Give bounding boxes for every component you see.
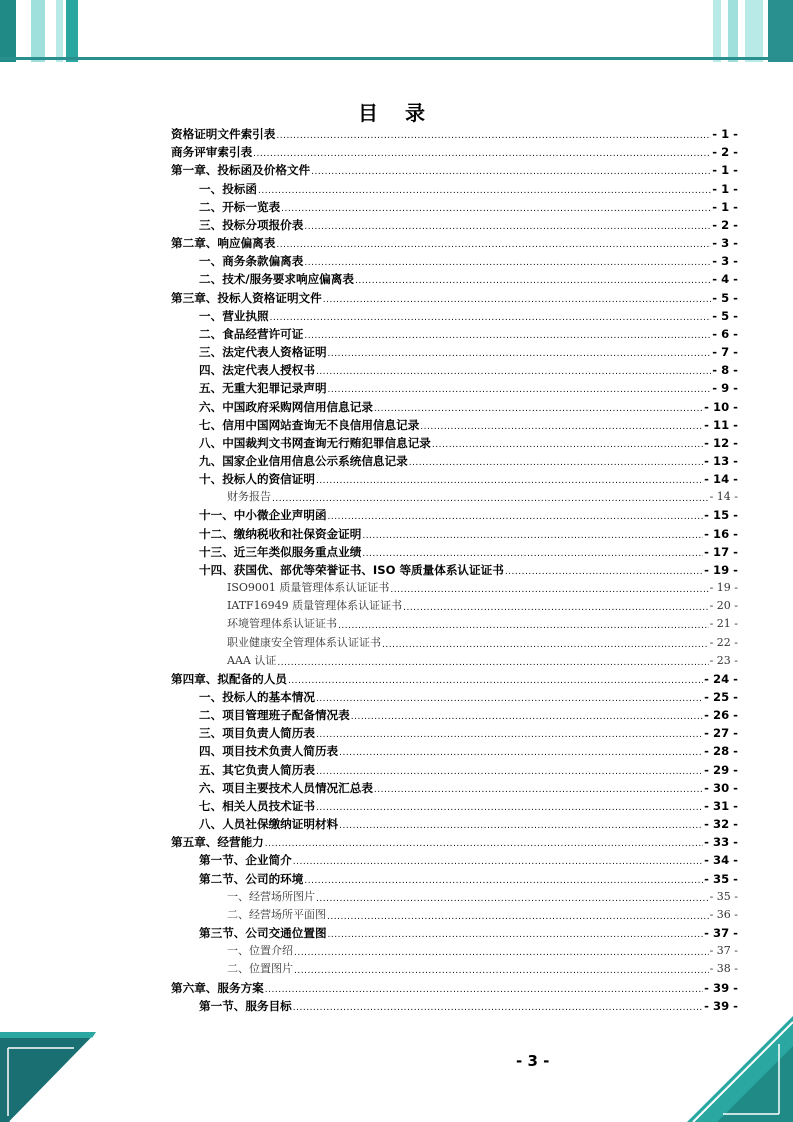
toc-entry[interactable] <box>171 307 738 325</box>
toc-leader-dots <box>432 438 703 452</box>
toc-entry[interactable] <box>171 706 738 724</box>
toc-entry-page: - 8 - <box>712 363 738 378</box>
toc-entry-page: - 16 - <box>704 526 738 541</box>
toc-leader-dots <box>304 329 711 343</box>
toc-entry-page: - 24 - <box>704 671 738 686</box>
toc-entry[interactable] <box>171 125 738 143</box>
toc-leader-dots <box>276 238 711 252</box>
toc-entry[interactable] <box>171 760 738 778</box>
toc-leader-dots <box>304 874 703 888</box>
toc-entry-title: 商务评审索引表 <box>171 145 253 160</box>
toc-entry-page: - 5 - <box>712 308 738 323</box>
toc-title: 目 录 <box>358 101 435 125</box>
toc-entry-page: - 3 - <box>712 236 738 251</box>
toc-entry-title: 五、其它负责人简历表 <box>199 762 315 777</box>
toc-entry-page: - 20 - <box>709 599 738 613</box>
toc-entry-page: - 2 - <box>712 217 738 232</box>
toc-entry[interactable] <box>171 143 738 161</box>
toc-leader-dots <box>351 710 703 724</box>
toc-leader-dots <box>304 220 711 234</box>
toc-entry-title: 二、技术/服务要求响应偏离表 <box>199 272 354 287</box>
toc-entry-title: 一、投标函 <box>199 181 257 196</box>
toc-entry-page: - 12 - <box>704 435 738 450</box>
toc-entry-page: - 14 - <box>709 490 738 504</box>
toc-entry-title: 二、项目管理班子配备情况表 <box>199 708 350 723</box>
toc-entry-title: 七、信用中国网站查询无不良信用信息记录 <box>199 417 420 432</box>
toc-entry-page: - 1 - <box>712 181 738 196</box>
toc-entry[interactable] <box>171 361 738 379</box>
toc-leader-dots <box>382 638 709 652</box>
toc-leader-dots <box>294 964 709 978</box>
toc-entry[interactable] <box>171 543 738 561</box>
toc-leader-dots <box>304 256 711 270</box>
page-number: - 3 - <box>516 1052 550 1070</box>
toc-leader-dots <box>328 383 712 397</box>
toc-entry-page: - 14 - <box>704 472 738 487</box>
toc-leader-dots <box>265 837 703 851</box>
toc-entry-page: - 5 - <box>712 290 738 305</box>
toc-entry[interactable] <box>171 597 738 615</box>
toc-leader-dots <box>374 402 703 416</box>
toc-entry-title: 九、国家企业信用信息公示系统信息记录 <box>199 453 408 468</box>
toc-entry-page: - 1 - <box>712 163 738 178</box>
toc-entry[interactable] <box>171 579 738 597</box>
footer-decoration-left <box>0 1028 96 1122</box>
toc-entry-title: 八、人员社保缴纳证明材料 <box>199 817 339 832</box>
toc-entry-page: - 33 - <box>704 835 738 850</box>
toc-entry[interactable] <box>171 434 738 452</box>
toc-leader-dots <box>328 347 712 361</box>
toc-leader-dots <box>316 692 703 706</box>
header-bar-right-dark <box>768 0 793 62</box>
toc-entry[interactable] <box>171 288 738 306</box>
toc-entry-page: - 35 - <box>709 889 738 903</box>
toc-entry-title: 第三节、公司交通位置图 <box>199 926 327 941</box>
toc-leader-dots <box>355 274 711 288</box>
toc-entry-page: - 35 - <box>704 871 738 886</box>
toc-entry-page: - 30 - <box>704 780 738 795</box>
toc-entry[interactable] <box>171 633 738 651</box>
toc-entry-title: 三、项目负责人简历表 <box>199 726 315 741</box>
toc-entry-page: - 27 - <box>704 726 738 741</box>
toc-leader-dots <box>294 946 709 960</box>
toc-entry-page: - 22 - <box>709 635 738 649</box>
toc-entry-page: - 10 - <box>704 399 738 414</box>
toc-entry-title: 第一章、投标函及价格文件 <box>171 163 311 178</box>
toc-entry-page: - 13 - <box>704 453 738 468</box>
toc-leader-dots <box>409 456 703 470</box>
toc-entry[interactable] <box>171 960 738 978</box>
toc-entry[interactable] <box>171 198 738 216</box>
toc-entry-page: - 11 - <box>704 417 738 432</box>
header-bar-left-dark <box>0 0 16 62</box>
toc-leader-dots <box>276 129 711 143</box>
toc-leader-dots <box>270 311 712 325</box>
toc-entry-page: - 6 - <box>712 326 738 341</box>
toc-entry-page: - 2 - <box>712 145 738 160</box>
toc-entry-title: 一、营业执照 <box>199 308 269 323</box>
toc-entry[interactable] <box>171 615 738 633</box>
toc-entry-title: 一、投标人的基本情况 <box>199 690 315 704</box>
toc-leader-dots <box>362 529 703 543</box>
toc-entry[interactable] <box>171 997 738 1015</box>
toc-entry[interactable] <box>171 978 738 996</box>
toc-entry[interactable] <box>171 724 738 742</box>
toc-leader-dots <box>338 619 709 633</box>
header-bar-right-light <box>728 0 738 62</box>
toc-entry-title: 第三章、投标人资格证明文件 <box>171 290 322 305</box>
toc-entry-title: 职业健康安全管理体系认证证书 <box>227 635 381 649</box>
table-of-contents <box>171 125 738 1015</box>
header-bar-left-dark <box>66 0 78 62</box>
toc-leader-dots <box>420 420 703 434</box>
header-bar-left-light <box>56 0 63 62</box>
toc-entry[interactable] <box>171 833 738 851</box>
toc-entry-page: - 25 - <box>704 690 738 704</box>
toc-entry[interactable] <box>171 379 738 397</box>
toc-entry-page: - 37 - <box>709 944 738 958</box>
toc-entry-page: - 15 - <box>704 508 738 523</box>
toc-entry-page: - 19 - <box>704 562 738 577</box>
toc-entry-page: - 1 - <box>712 199 738 214</box>
toc-entry[interactable] <box>171 652 738 670</box>
toc-leader-dots <box>281 202 711 216</box>
toc-entry-title: 六、项目主要技术人员情况汇总表 <box>199 780 373 795</box>
toc-entry-title: 六、中国政府采购网信用信息记录 <box>199 399 373 414</box>
toc-leader-dots <box>258 184 711 198</box>
toc-entry[interactable] <box>171 416 738 434</box>
toc-leader-dots <box>253 147 711 161</box>
toc-entry-page: - 21 - <box>709 617 738 631</box>
toc-entry-title: 第二节、公司的环境 <box>199 871 304 886</box>
toc-entry-title: ISO9001 质量管理体系认证证书 <box>227 581 390 595</box>
toc-entry[interactable] <box>171 851 738 869</box>
toc-entry[interactable] <box>171 506 738 524</box>
toc-entry[interactable] <box>171 561 738 579</box>
toc-entry-title: 财务报告 <box>227 490 271 504</box>
toc-leader-dots <box>327 910 709 924</box>
toc-entry-title: 环境管理体系认证证书 <box>227 617 337 631</box>
toc-entry[interactable] <box>171 524 738 542</box>
toc-entry-title: AAA 认证 <box>227 653 277 667</box>
toc-entry-title: 第一节、企业简介 <box>199 853 292 868</box>
toc-entry[interactable] <box>171 216 738 234</box>
toc-entry[interactable] <box>171 234 738 252</box>
toc-entry-title: 二、位置图片 <box>227 962 293 976</box>
toc-entry[interactable] <box>171 343 738 361</box>
toc-entry[interactable] <box>171 670 738 688</box>
toc-leader-dots <box>316 365 711 379</box>
toc-entry-title: 二、经营场所平面图 <box>227 907 326 921</box>
toc-entry[interactable] <box>171 797 738 815</box>
toc-entry[interactable] <box>171 815 738 833</box>
toc-entry-page: - 3 - <box>712 254 738 269</box>
toc-leader-dots <box>390 583 708 597</box>
toc-entry-page: - 38 - <box>709 962 738 976</box>
toc-entry-title: 二、开标一览表 <box>199 199 281 214</box>
toc-leader-dots <box>316 765 703 779</box>
toc-entry[interactable] <box>171 742 738 760</box>
toc-entry-page: - 23 - <box>709 653 738 667</box>
toc-leader-dots <box>316 474 703 488</box>
toc-entry-page: - 26 - <box>704 708 738 723</box>
toc-entry[interactable] <box>171 906 738 924</box>
toc-entry-page: - 31 - <box>704 798 738 813</box>
toc-entry[interactable] <box>171 942 738 960</box>
toc-entry-title: 二、食品经营许可证 <box>199 326 304 341</box>
toc-entry-page: - 34 - <box>704 853 738 868</box>
toc-entry-page: - 39 - <box>704 998 738 1013</box>
toc-entry[interactable] <box>171 888 738 906</box>
toc-entry-page: - 1 - <box>712 127 738 142</box>
toc-leader-dots <box>403 601 708 615</box>
toc-entry[interactable] <box>171 869 738 887</box>
toc-entry-title: 十一、中小微企业声明函 <box>199 508 327 523</box>
toc-entry-page: - 28 - <box>704 744 738 759</box>
toc-entry-title: 第二章、响应偏离表 <box>171 236 276 251</box>
header-bar-right-light <box>745 0 763 62</box>
toc-leader-dots <box>311 165 711 179</box>
toc-entry-title: 一、位置介绍 <box>227 944 293 958</box>
toc-leader-dots <box>323 293 712 307</box>
toc-entry[interactable] <box>171 924 738 942</box>
header-bar-left-light <box>31 0 45 62</box>
toc-entry-page: - 4 - <box>712 272 738 287</box>
toc-entry-title: 第五章、经营能力 <box>171 835 264 850</box>
toc-leader-dots <box>277 656 708 670</box>
toc-leader-dots <box>328 510 704 524</box>
toc-entry[interactable] <box>171 397 738 415</box>
toc-entry-title: 资格证明文件索引表 <box>171 127 276 142</box>
toc-entry[interactable] <box>171 179 738 197</box>
toc-entry-page: - 7 - <box>712 345 738 360</box>
toc-leader-dots <box>505 565 703 579</box>
toc-leader-dots <box>293 1001 703 1015</box>
header-rule <box>0 57 793 60</box>
toc-entry-title: 三、投标分项报价表 <box>199 217 304 232</box>
toc-entry[interactable] <box>171 252 738 270</box>
toc-entry-title: 一、商务条款偏离表 <box>199 254 304 269</box>
footer-decoration-right <box>663 1016 793 1122</box>
toc-entry[interactable] <box>171 325 738 343</box>
toc-leader-dots <box>339 819 703 833</box>
toc-leader-dots <box>316 892 709 906</box>
toc-entry-page: - 37 - <box>704 926 738 941</box>
toc-entry-title: 三、法定代表人资格证明 <box>199 345 327 360</box>
toc-leader-dots <box>265 983 703 997</box>
toc-leader-dots <box>328 928 704 942</box>
toc-leader-dots <box>316 801 703 815</box>
toc-leader-dots <box>293 855 703 869</box>
toc-entry-title: 十、投标人的资信证明 <box>199 472 315 487</box>
toc-entry-page: - 32 - <box>704 817 738 832</box>
toc-entry-title: 第六章、服务方案 <box>171 980 264 995</box>
toc-leader-dots <box>288 674 703 688</box>
toc-entry-title: 十二、缴纳税收和社保资金证明 <box>199 526 362 541</box>
toc-entry[interactable] <box>171 470 738 488</box>
toc-entry-title: 一、经营场所图片 <box>227 889 315 903</box>
toc-entry[interactable] <box>171 779 738 797</box>
toc-leader-dots <box>339 746 703 760</box>
toc-entry-title: 四、法定代表人授权书 <box>199 363 315 378</box>
toc-entry-page: - 17 - <box>704 544 738 559</box>
toc-leader-dots <box>272 492 709 506</box>
toc-entry-page: - 36 - <box>709 907 738 921</box>
toc-leader-dots <box>374 783 703 797</box>
toc-entry[interactable] <box>171 452 738 470</box>
toc-entry-title: IATF16949 质量管理体系认证证书 <box>227 599 403 613</box>
toc-entry-title: 五、无重大犯罪记录声明 <box>199 381 327 396</box>
toc-entry-title: 八、中国裁判文书网查询无行贿犯罪信息记录 <box>199 435 431 450</box>
toc-entry[interactable] <box>171 688 738 706</box>
toc-entry-page: - 39 - <box>704 980 738 995</box>
toc-leader-dots <box>362 547 703 561</box>
toc-leader-dots <box>316 728 703 742</box>
toc-entry[interactable] <box>171 161 738 179</box>
toc-entry-title: 第一节、服务目标 <box>199 998 292 1013</box>
toc-entry-page: - 19 - <box>709 581 738 595</box>
header-bar-right-light <box>713 0 721 62</box>
toc-entry[interactable] <box>171 488 738 506</box>
toc-entry-title: 七、相关人员技术证书 <box>199 798 315 813</box>
toc-entry-title: 十四、获国优、部优等荣誉证书、ISO 等质量体系认证证书 <box>199 562 504 577</box>
toc-entry-page: - 9 - <box>712 381 738 396</box>
toc-entry-title: 四、项目技术负责人简历表 <box>199 744 339 759</box>
toc-entry-title: 十三、近三年类似服务重点业绩 <box>199 544 362 559</box>
toc-entry-page: - 29 - <box>704 762 738 777</box>
toc-entry[interactable] <box>171 270 738 288</box>
toc-entry-title: 第四章、拟配备的人员 <box>171 671 287 686</box>
